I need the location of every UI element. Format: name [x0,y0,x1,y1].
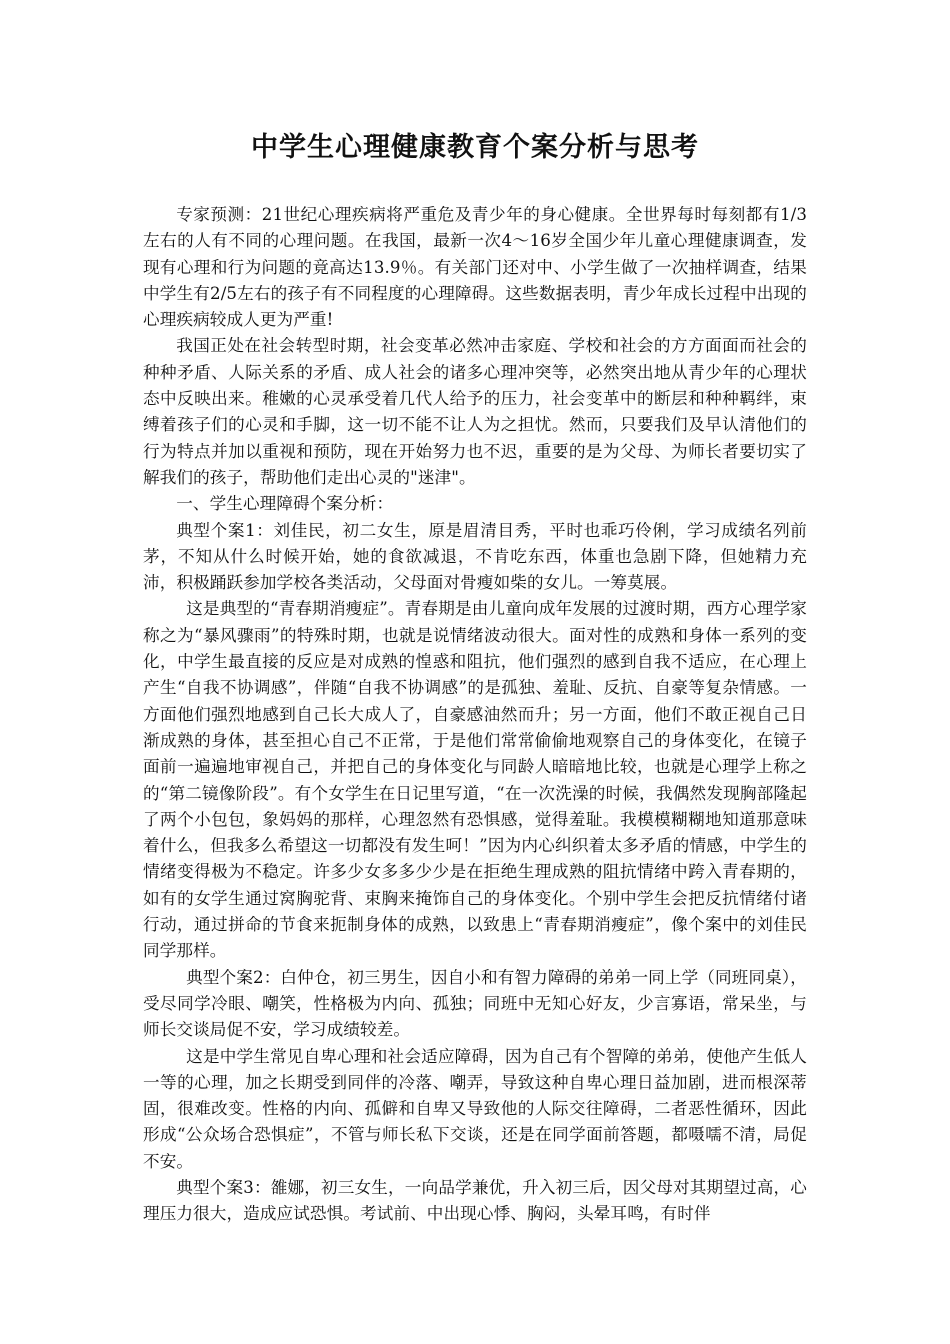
paragraph-case-3: 典型个案3：雒娜，初三女生，一向品学兼优，升入初三后，因父母对其期望过高，心理压力很大，造成应试恐惧。考试前、中出现心悸、胸闷，头晕耳鸣，有时伴 [143,1177,807,1224]
section-heading-case-analysis: 一、学生心理障碍个案分析： [176,494,394,514]
paragraph-case-2-analysis: 这是中学生常见自卑心理和社会适应障碍，因为自己有个智障的弟弟，使他产生低人一等的心理，加之长期受到同伴的冷落、嘲弄，导致这种自卑心理日益加剧，进而根深蒂固，很难改变。性格的内向、孤僻和自卑又导致他的人际交往障碍，二者恶性循环，因此形成“公众场合恐惧症”，不管与师长私下交谈，还是在同学面前答题，都嗫嚅不清，局促不安。 [143,1046,807,1171]
document-title: 中学生心理健康教育个案分析与思考 [251,132,699,163]
document-page [143,128,807,1228]
paragraph-case-1: 典型个案1：刘佳民，初二女生，原是眉清目秀，平时也乖巧伶俐，学习成绩名列前茅，不知从什么时候开始，她的食欲减退，不肯吃东西，体重也急剧下降，但她精力充沛，积极踊跃参加学校各类活动，父母面对骨瘦如柴的女儿。一筹莫展。 [143,520,807,593]
paragraph-case-2: 典型个案2：白仲仓，初三男生，因自小和有智力障碍的弟弟一同上学（同班同桌），受尽同学冷眼、嘲笑，性格极为内向、孤独；同班中无知心好友，少言寡语，常呆坐，与师长交谈局促不安，学习成绩较差。 [143,967,807,1040]
paragraph-case-1-analysis: 这是典型的“青春期消瘦症”。青春期是由儿童向成年发展的过渡时期，西方心理学家称之为“暴风骤雨”的特殊时期，也就是说情绪波动很大。面对性的成熟和身体一系列的变化，中学生最直接的反应是对成熟的惶惑和阻抗，他们强烈的感到自我不适应，在心理上产生“自我不协调感”，伴随“自我不协调感”的是孤独、羞耻、反抗、自豪等复杂情感。一方面他们强烈地感到自己长大成人了，自豪感油然而升；另一方面，他们不敢正视自己日渐成熟的身体，甚至担心自己不正常，于是他们常常偷偷地观察自己的身体变化，在镜子面前一遍遍地审视自己，并把自己的身体变化与同龄人暗暗地比较，也就是心理学上称之的“第二镜像阶段”。有个女学生在日记里写道，“在一次洗澡的时候，我偶然发现胸部隆起了两个小包包，象妈妈的那样，心理忽然有恐惧感，觉得羞耻。我模模糊糊地知道那意味着什么，但我多么希望这一切都没有发生呵！”因为内心纠织着太多矛盾的情感，中学生的情绪变得极为不稳定。许多少女多多少少是在拒绝生理成熟的阻抗情绪中跨入青春期的，如有的女学生通过窝胸驼背、束胸来掩饰自己的身体变化。个别中学生会把反抗情绪付诸行动，通过拼命的节食来扼制身体的成熟，以致患上“青春期消瘦症”，像个案中的刘佳民同学那样。 [143,599,807,961]
paragraph-expert-prediction: 专家预测：21世纪心理疾病将严重危及青少年的身心健康。全世界每时每刻都有1/3左右的人有不同的心理问题。在我国，最新一次4～16岁全国少年儿童心理健康调查，发现有心理和行为问题的竟高达13.9％。有关部门还对中、小学生做了一次抽样调查，结果中学生有2/5左右的孩子有不同程度的心理障碍。这些数据表明，青少年成长过程中出现的心理疾病较成人更为严重! [143,205,807,330]
paragraph-social-transition: 我国正处在社会转型时期，社会变革必然冲击家庭、学校和社会的方方面面而社会的种种矛盾、人际关系的矛盾、成人社会的诸多心理冲突等，必然突出地从青少年的心理状态中反映出来。稚嫩的心灵承受着几代人给予的压力，社会变革中的断层和种种羁绊，束缚着孩子们的心灵和手脚，这一切不能不让人为之担忧。然而，只要我们及早认清他们的行为特点并加以重视和预防，现在开始努力也不迟，重要的是为父母、为师长者要切实了解我们的孩子，帮助他们走出心灵的"迷津"。 [143,336,807,487]
